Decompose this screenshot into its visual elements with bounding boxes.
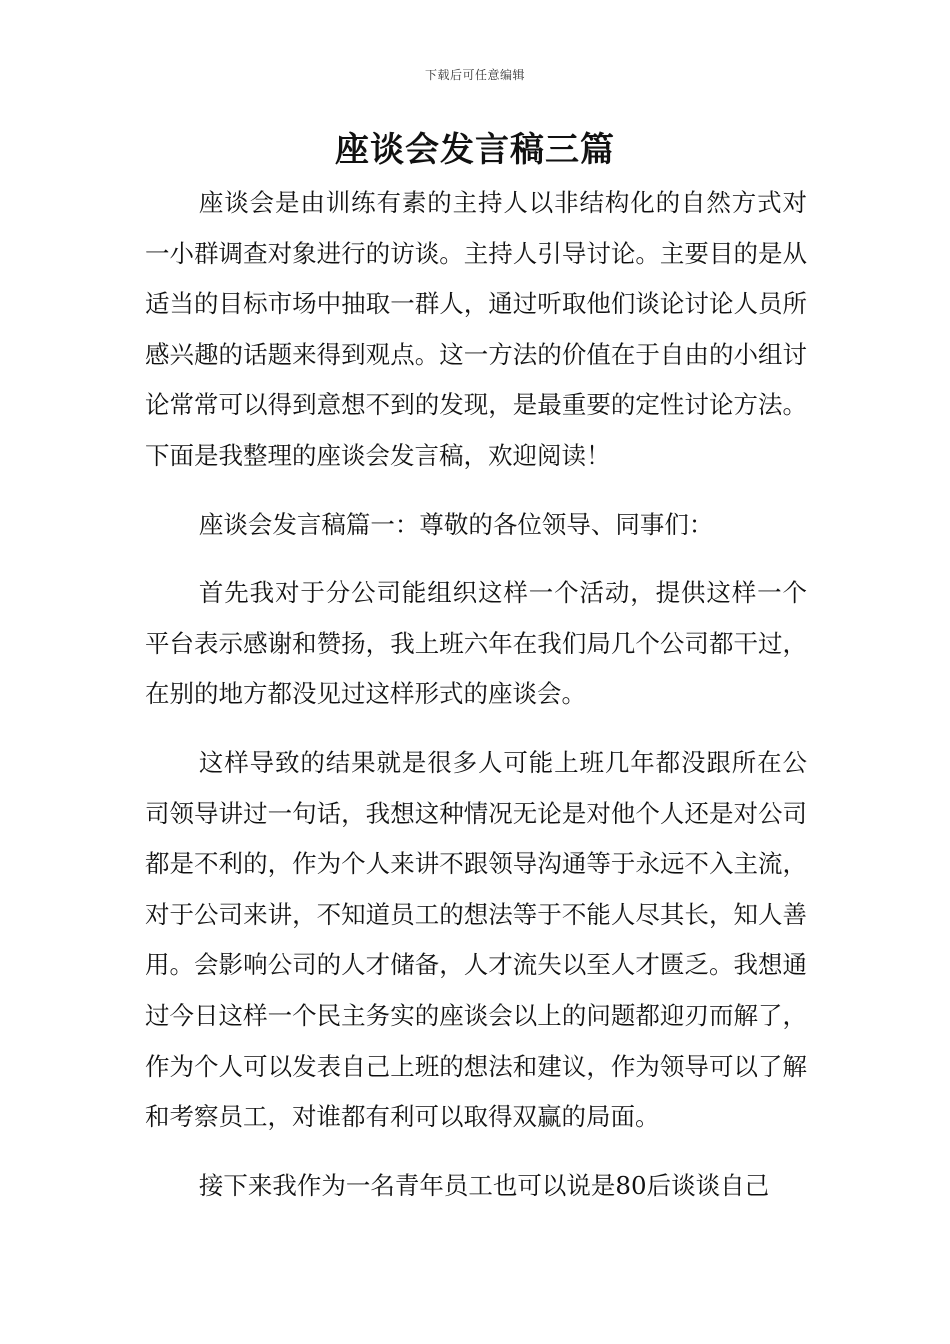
document-body: [145, 178, 807, 1211]
paragraph-thanks: 首先我对于分公司能组织这样一个活动，提供这样一个平台表示感谢和赞扬，我上班六年在我们局几个公司都干过，在别的地方都没见过这样形式的座谈会。: [145, 578, 807, 709]
paragraph-speech-one-heading: 座谈会发言稿篇一：尊敬的各位领导、同事们：: [198, 509, 714, 539]
paragraph-intro: 座谈会是由训练有素的主持人以非结构化的自然方式对一小群调查对象进行的访谈。主持人引导讨论。主要目的是从适当的目标市场中抽取一群人，通过听取他们谈论讨论人员所感兴趣的话题来得到观点。这一方法的价值在于自由的小组讨论常常可以得到意想不到的发现，是最重要的定性讨论方法。下面是我整理的座谈会发言稿，欢迎阅读！: [145, 188, 807, 470]
paragraph-young-employee: 接下来我作为一名青年员工也可以说是80后谈谈自己: [198, 1170, 770, 1200]
document-title: 座谈会发言稿三篇: [335, 130, 615, 170]
header-note: 下载后可任意编辑: [424, 68, 525, 82]
paragraph-communication: 这样导致的结果就是很多人可能上班几年都没跟所在公司领导讲过一句话，我想这种情况无论是对他个人还是对公司都是不利的，作为个人来讲不跟领导沟通等于永远不入主流，对于公司来讲，不知道员工的想法等于不能人尽其长，知人善用。会影响公司的人才储备，人才流失以至人才匮乏。我想通过今日这样一个民主务实的座谈会以上的问题都迎刃而解了，作为个人可以发表自己上班的想法和建议，作为领导可以了解和考察员工，对谁都有利可以取得双赢的局面。: [145, 747, 807, 1132]
